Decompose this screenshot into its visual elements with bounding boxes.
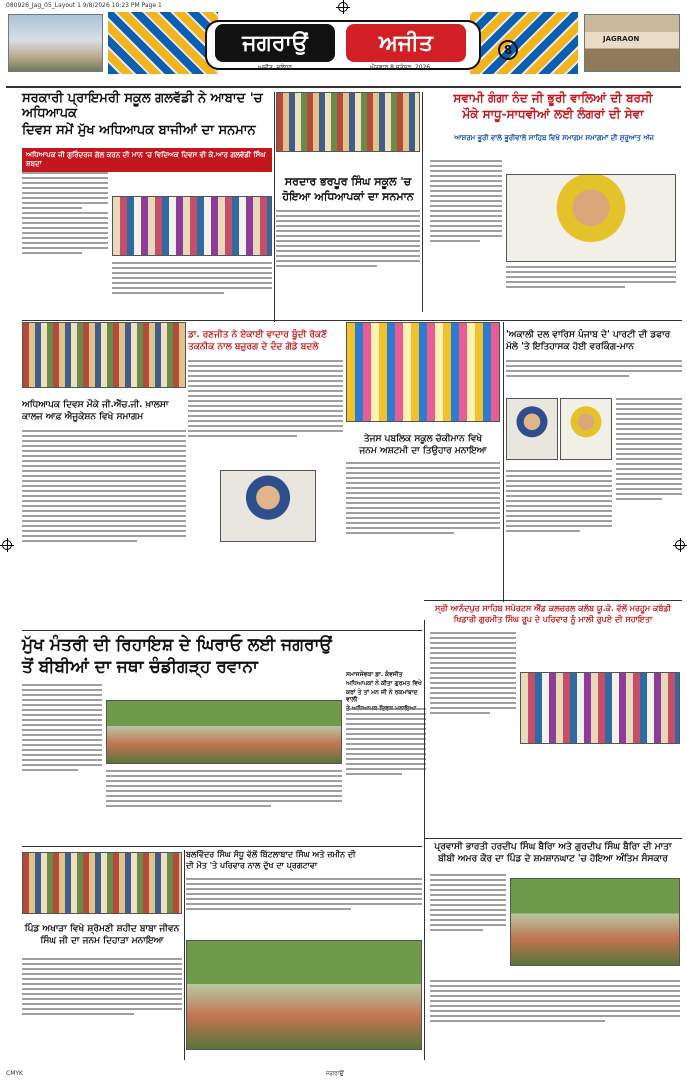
headline-line: ਬੀਬੀ ਅਮਰ ਕੌਰ ਦਾ ਪਿੰਡ ਦੇ ਸ਼ਮਸ਼ਾਨਘਾਟ 'ਚ ਹੋਇਆ ਅੰਤਿਮ ਸੰਸਕਾਰ (438, 854, 668, 865)
footer-left: CMYK (6, 1070, 23, 1077)
column-rule (184, 850, 185, 1060)
headline-line: ਸਰਕਾਰੀ ਪ੍ਰਾਇਮਰੀ ਸਕੂਲ ਗਲਵੱਡੀ ਨੇ ਆਬਾਦ 'ਚ ਅਧਿਆਪਕ (22, 91, 263, 121)
story-6-text (22, 430, 186, 630)
footer-right: ਜਗਰਾਉਂ (326, 1070, 344, 1077)
row-rule (22, 320, 682, 321)
headline-line: ਪ੍ਰਵਾਸੀ ਭਾਰਤੀ ਹਰਦੀਪ ਸਿੰਘ ਬੈਰਿਾ ਅਤੇ ਗੁਰਦੀਪ ਸਿੰਘ ਬੈਰਿਾ ਦੀ ਮਾਤਾ (434, 842, 672, 852)
story-8-text (430, 632, 516, 782)
story-4-headline (188, 330, 343, 355)
story-9-photo (106, 700, 342, 764)
story-2-text (276, 210, 420, 320)
story-1-photo (112, 196, 272, 256)
story-5-headline (506, 330, 682, 355)
story-1-headline (22, 92, 272, 141)
headline-line: ਦੀ ਮੌਤ 'ਤੇ ਪਰਿਵਾਰ ਨਾਲ ਦੁੱਖ ਦਾ ਪ੍ਰਗਟਾਵਾ (186, 860, 318, 871)
column-rule (274, 92, 275, 322)
story-3-photo (506, 174, 676, 262)
page-number: 8 (498, 40, 518, 60)
story-4-photo (220, 470, 316, 542)
headline-line: ਮੱਲੇ 'ਤੇ ਇਤਿਹਾਸਕ ਹੋਈ ਵਰਕਿੰਗ-ਮਾਨ (506, 342, 635, 353)
column-rule (424, 620, 425, 1060)
headline-line: ਮੌਕੇ ਸਾਧੂ-ਸਾਧਵੀਆਂ ਲਈ ਲੰਗਰਾਂ ਦੀ ਸੇਵਾ (462, 106, 644, 121)
story-3-kicker: ਆਸ਼ਰਮ ਭੂਰੀ ਵਾਲੇ ਭੂਰੀਵਾਲੇ ਸਾਹਿਬ ਵਿਖੇ ਸਮਾਗਮ ਸਮਾਗਮਾਂ ਦੀ ਸ਼ੁਰੂਆਤ ਅੱਜ (454, 134, 654, 142)
story-9-headline (22, 636, 342, 679)
story-12-photo (186, 940, 422, 1050)
masthead-photo-right (584, 14, 680, 72)
story-9-text-2 (106, 770, 342, 840)
headline-line: 'ਅਕਾਲੀ ਦਲ ਵਾਰਿਸ ਪੰਜਾਬ ਦੇ' ਪਾਰਟੀ ਦੀ ਡਫਾਰ (506, 330, 671, 340)
story-1-kicker: ਅਧਿਆਪਕ ਜੀ ਗੁਰਿੰਦਰਜ ਗੱਲ ਕਰਨ ਦੀ ਮਾਨ 'ਚ ਵਿਦਿਅਕ ਦਿਵਸ ਵੀ ਕੇ.ਆਰ ਗਲਵੱਡੀ ਸਿੰਘ ਸ਼ਬਦਾਂ (22, 148, 272, 172)
headline-line: ਕਾਲਜ ਆਫ਼ ਐਜੂਕੇਸ਼ਨ ਵਿਖੇ ਸਮਾਗਮ (22, 412, 144, 423)
headline-line: ਤਕਨੀਕ ਨਾਲ ਬਜ਼ੁਰਗ ਦੇ ਦੰਦ ਗੋਡੇ ਬਦਲੇ (188, 342, 319, 353)
story-12-text (186, 878, 422, 938)
registration-mark-icon (2, 540, 12, 550)
building-sign: JAGRAON (603, 35, 640, 43)
story-3-headline (424, 92, 682, 124)
story-1-text-2 (112, 262, 272, 322)
masthead-title-left: ਜਗਰਾਉਂ (215, 24, 335, 62)
headline-line: ਬਲਵਿੰਦਰ ਸਿੰਘ ਸੰਧੂ ਵੱਲੋਂ ਬਿੱਟਲਾਬਾਦ ਸਿੰਘ ਅਤੇ ਜ਼ਮੀਨ ਦੀ (186, 849, 356, 859)
story-7-text (346, 462, 500, 598)
story-12-headline (186, 850, 422, 872)
headline-line: ਮੁੱਖ ਮੰਤਰੀ ਦੀ ਰਿਹਾਇਸ਼ ਦੇ ਘਿਰਾਓ ਲਈ ਜਗਰਾਉਂ (22, 635, 332, 655)
story-11-text (430, 874, 506, 974)
left-photo-2 (22, 322, 186, 388)
story-10-text (346, 708, 426, 838)
masthead-ribbon-left (108, 12, 218, 74)
row-rule (424, 600, 682, 601)
page-footer (6, 1070, 681, 1080)
headline-line: ਖਿਡਾਰੀ ਗੁਰਮੀਤ ਸਿੰਘ ਰੂਪ ਦੇ ਪਰਿਵਾਰ ਨੂੰ ਮਾਲੀ ਰੁਪਏ ਦੀ ਸਹਾਇਤਾ (453, 614, 653, 625)
headline-line: ਸਿੰਘ ਜੀ ਦਾ ਜਨਮ ਦਿਹਾੜਾ ਮਨਾਇਆ (40, 936, 164, 947)
headline-line: ਜਨਮ ਅਸ਼ਟਮੀ ਦਾ ਤਿਉਹਾਰ ਮਨਾਇਆ (359, 446, 487, 457)
story-13-photo (22, 852, 182, 914)
story-6-headline (22, 400, 186, 425)
headline-line: ਹੋਇਆ ਅਧਿਆਪਕਾਂ ਦਾ ਸਨਮਾਨ (282, 189, 414, 203)
story-2-headline (276, 176, 420, 205)
row-rule (22, 846, 422, 847)
story-7-photo (346, 322, 500, 422)
headline-line: ਪਿੰਡ ਅਖਾੜਾ ਵਿਖੇ ਸ਼੍ਰੋਮਣੀ ਸ਼ਹੀਦ ਬਾਬਾ ਜੀਵਨ (24, 924, 180, 934)
masthead-photo-left (8, 14, 103, 72)
story-3-text (430, 160, 502, 320)
headline-line: ਤੇਜਸ ਪਬਲਿਕ ਸਕੂਲ ਚੱਕੀਮਾਨ ਵਿਖੇ (363, 434, 483, 444)
story-3-text-2 (506, 266, 676, 316)
story-11-text-2 (430, 980, 680, 1060)
headline-line: ਸਵਾਮੀ ਗੰਗਾ ਨੰਦ ਜੀ ਭੂਰੀ ਵਾਲਿਆਂ ਦੀ ਬਰਸੀ (453, 91, 653, 105)
headline-line: ਡਾ. ਰਣਜੀਤ ਨੇ ਏਕਾਈ ਵਾਦਾਰ ਬੂੰਦੀ ਰੋਕਣੋਂ (188, 330, 327, 340)
story-13-headline (22, 924, 182, 949)
story-7-headline (346, 434, 500, 459)
registration-mark-icon (338, 2, 348, 12)
headline-line: ਅਧਿਆਪਕ ਦਿਵਸ ਮੌਕੇ ਜੀ.ਐੱਚ.ਜੀ. ਖ਼ਾਲਸਾ (22, 400, 169, 410)
page-slug: 080926_Jag_05_Layout 1 9/8/2026 10:23 PM Page 1 (6, 2, 162, 9)
story-11-headline (424, 842, 682, 867)
masthead-subtitle-left: ਅਜੀਤ, ਜਲੰਧਰ (258, 64, 293, 71)
story-11-photo (510, 878, 680, 966)
masthead-rule (6, 86, 681, 88)
story-5-photo-2 (560, 398, 612, 460)
row-rule (424, 838, 682, 839)
story-1-text (22, 172, 108, 292)
headline-line: ਸਰਦਾਰ ਭਰਪੂਰ ਸਿੰਘ ਸਕੂਲ 'ਚ (284, 175, 412, 188)
story-5-photo-1 (506, 398, 558, 460)
headline-line: ਦਿਵਸ ਸਮੇਂ ਮੁੱਖ ਅਧਿਆਪਕ ਬਾਜੀਆਂ ਦਾ ਸਨਮਾਨ (22, 122, 256, 138)
masthead-ribbon-right (470, 12, 578, 74)
headline-line: ਸ੍ਰੀ ਆਨੰਦਪੁਰ ਸਾਹਿਬ ਸਪੋਰਟਸ ਐਂਡ ਕਲਚਰਲ ਕਲੱਬ ਯੂ.ਕੇ. ਵੱਲੋਂ ਮਰਹੂਮ ਕਬੱਡੀ (435, 603, 671, 613)
story-8-photo (520, 672, 680, 744)
headline-line: ਸਮਾਜਸੇਵਕਾ ਡਾ. ਕੰਵਜੀਤ (346, 671, 403, 678)
headline-line: ਕਰਾਂ ਤੇ ਤਾਂ ਮਨ ਜੀ ਨੇ ਰਕਮਾਂਬਾਦ ਵਾਲੀ (346, 688, 418, 703)
column-rule (422, 92, 423, 312)
story-5-text-3 (506, 470, 612, 598)
masthead-date: ਐਤਵਾਰ 8 ਸਤੰਬਰ, 2026 (370, 64, 431, 71)
headline-line: ਅਧਿਆਪਕਾਂ ਨੇ ਕੀਤਾ ਗੁਰਮਤ ਵਿਖੇ (346, 679, 422, 687)
story-5-text-2 (616, 398, 682, 598)
story-8-headline (424, 604, 682, 626)
column-rule (503, 322, 504, 602)
headline-line: ਤੋਂ ਬੀਬੀਆਂ ਦਾ ਜਥਾ ਚੰਡੀਗੜ੍ਹ ਰਵਾਨਾ (22, 656, 258, 677)
masthead-title-right: ਅਜੀਤ (346, 24, 466, 62)
story-9-text (22, 684, 102, 844)
story-13-text (22, 958, 182, 1058)
story-2-photo (276, 92, 420, 152)
story-5-text (506, 360, 682, 394)
row-rule (22, 630, 422, 631)
